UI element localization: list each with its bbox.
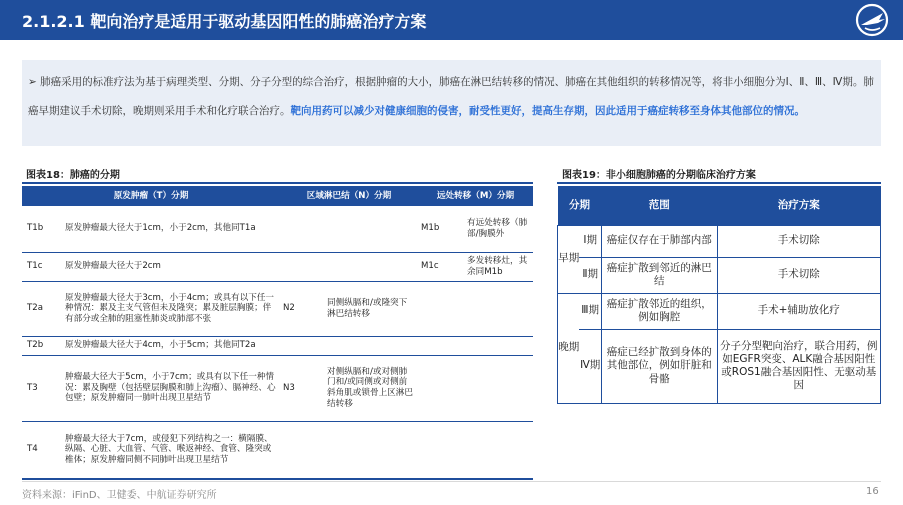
footer-divider [22, 481, 881, 482]
table-row [22, 421, 533, 479]
m-stage-cell [418, 336, 464, 355]
t-desc-cell: 肿瘤最大径大于5cm，小于7cm；或具有以下任一种情况：累及胸壁（包括壁层胸膜和肺上沟瘤）、膈神经、心包壁；原发肿瘤同一肺叶出现卫星结节 [62, 355, 280, 421]
t-desc-cell: 原发肿瘤最大径大于4cm，小于5cm；其他同T2a [62, 336, 280, 355]
substage-cell: Ⅱ期 [579, 257, 601, 293]
header-stage: 分期 [558, 186, 602, 225]
m-stage-cell: M1c [418, 252, 464, 281]
t-desc-cell: 原发肿瘤最大径大于1cm，小于2cm，其他同T1a [62, 206, 280, 252]
figure18-top-rule [22, 182, 533, 184]
table-row [22, 336, 533, 355]
n-desc-cell: 同侧纵膈和/或隆突下淋巴结转移 [324, 281, 418, 336]
substage-cell: Ⅳ期 [579, 329, 601, 403]
bullet-icon: ➢ [28, 76, 37, 88]
t-stage-cell: T4 [22, 421, 62, 479]
scope-cell: 癌症扩散到邻近的淋巴结 [601, 257, 717, 293]
summary-paragraph [28, 68, 880, 126]
n-stage-cell [280, 421, 324, 479]
figure18-title: 图表18：肺癌的分期 [26, 170, 120, 181]
treatment-cell: 手术+辅助放化疗 [717, 293, 880, 329]
n-desc-cell [324, 421, 418, 479]
treatment-table-header [558, 186, 881, 225]
page-title: 2.1.2.1 靶向治疗是适用于驱动基因阳性的肺癌治疗方案 [22, 12, 427, 31]
m-desc-cell [464, 421, 533, 479]
table-row [22, 355, 533, 421]
m-desc-cell: 有远处转移（肺部/胸膜外 [464, 206, 533, 252]
t-stage-cell: T1b [22, 206, 62, 252]
t-stage-cell: T2a [22, 281, 62, 336]
table-row [558, 257, 881, 293]
table-row [558, 293, 881, 329]
source-note: 资料来源：iFinD、卫健委、中航证券研究所 [22, 490, 217, 501]
n-desc-cell [324, 336, 418, 355]
header-bar [0, 0, 903, 40]
header-treatment: 治疗方案 [717, 186, 880, 225]
m-stage-cell: M1b [418, 206, 464, 252]
table-row [22, 206, 533, 252]
page-number: 16 [866, 486, 879, 497]
scope-cell: 癌症扩散邻近的组织，例如胸腔 [601, 293, 717, 329]
late-stage-cell: 晚期 [558, 293, 580, 403]
t-stage-cell: T2b [22, 336, 62, 355]
n-stage-cell [280, 336, 324, 355]
staging-table-header [22, 186, 533, 206]
header-m-stage: 远处转移（M）分期 [418, 186, 533, 206]
t-stage-cell: T3 [22, 355, 62, 421]
scope-cell: 癌症已经扩散到身体的其他部位，例如肝脏和骨骼 [601, 329, 717, 403]
n-stage-cell: N2 [280, 281, 324, 336]
figure19-title: 图表19：非小细胞肺癌的分期临床治疗方案 [562, 170, 756, 181]
airplane-logo-icon [852, 1, 892, 39]
m-stage-cell [418, 355, 464, 421]
treatment-cell: 分子分型靶向治疗，联合用药，例如EGFR突变、ALK融合基因阳性或ROS1融合基因阳性、无驱动基因 [717, 329, 880, 403]
m-stage-cell [418, 421, 464, 479]
treatment-cell: 手术切除 [717, 225, 880, 257]
n-stage-cell [280, 252, 324, 281]
substage-cell: Ⅰ期 [579, 225, 601, 257]
table-row [558, 329, 881, 403]
n-desc-cell: 对侧纵膈和/或对侧肺门和/或同侧或对侧前斜角肌或锁骨上区淋巴结转移 [324, 355, 418, 421]
figure19-top-rule [557, 182, 881, 184]
t-desc-cell: 原发肿瘤最大径大于2cm [62, 252, 280, 281]
n-desc-cell [324, 252, 418, 281]
t-stage-cell: T1c [22, 252, 62, 281]
n-stage-cell: N3 [280, 355, 324, 421]
treatment-table [557, 186, 881, 404]
header-n-stage: 区域淋巴结（N）分期 [280, 186, 418, 206]
header-t-stage: 原发肿瘤（T）分期 [22, 186, 280, 206]
m-desc-cell [464, 355, 533, 421]
n-desc-cell [324, 206, 418, 252]
t-desc-cell: 肿瘤最大径大于7cm，或侵犯下列结构之一：横隔膜、纵隔、心脏、大血管、气管、喉返神经、食管、隆突或椎体；原发肿瘤同侧不同肺叶出现卫星结节 [62, 421, 280, 479]
summary-box [22, 60, 881, 146]
summary-highlight-text: 靶向用药可以减少对健康细胞的侵害，耐受性更好，提高生存期，因此适用于癌症转移至身体其他部位的情况。 [290, 105, 805, 117]
scope-cell: 癌症仅存在于肺部内部 [601, 225, 717, 257]
m-desc-cell: 多发转移灶，其余同M1b [464, 252, 533, 281]
substage-cell: Ⅲ期 [579, 293, 601, 329]
n-stage-cell [280, 206, 324, 252]
t-desc-cell: 原发肿瘤最大径大于3cm，小于4cm；或具有以下任一种情况：累及主支气管但未及隆突；累及脏层胸膜；伴有部分或全肺的阻塞性肺炎或肺部不张 [62, 281, 280, 336]
header-scope: 范围 [601, 186, 717, 225]
m-desc-cell [464, 281, 533, 336]
summary-normal-text: 肺癌采用的标准疗法为基于病理类型、分期、分子分型的综合治疗，根据肿瘤的大小，肺癌在淋巴结转移的情况、肺癌在其他组织的转移情况等，将非小细胞分为Ⅰ、Ⅱ、Ⅲ、Ⅳ期。肺癌早期建议手术切除，晚期则采用手术和化疗联合治疗。 [28, 76, 874, 117]
treatment-cell: 手术切除 [717, 257, 880, 293]
table-row [22, 281, 533, 336]
m-stage-cell [418, 281, 464, 336]
early-stage-cell: 早期 [558, 225, 580, 293]
m-desc-cell [464, 336, 533, 355]
staging-table [22, 186, 533, 480]
table-row [22, 252, 533, 281]
table-row [558, 225, 881, 257]
